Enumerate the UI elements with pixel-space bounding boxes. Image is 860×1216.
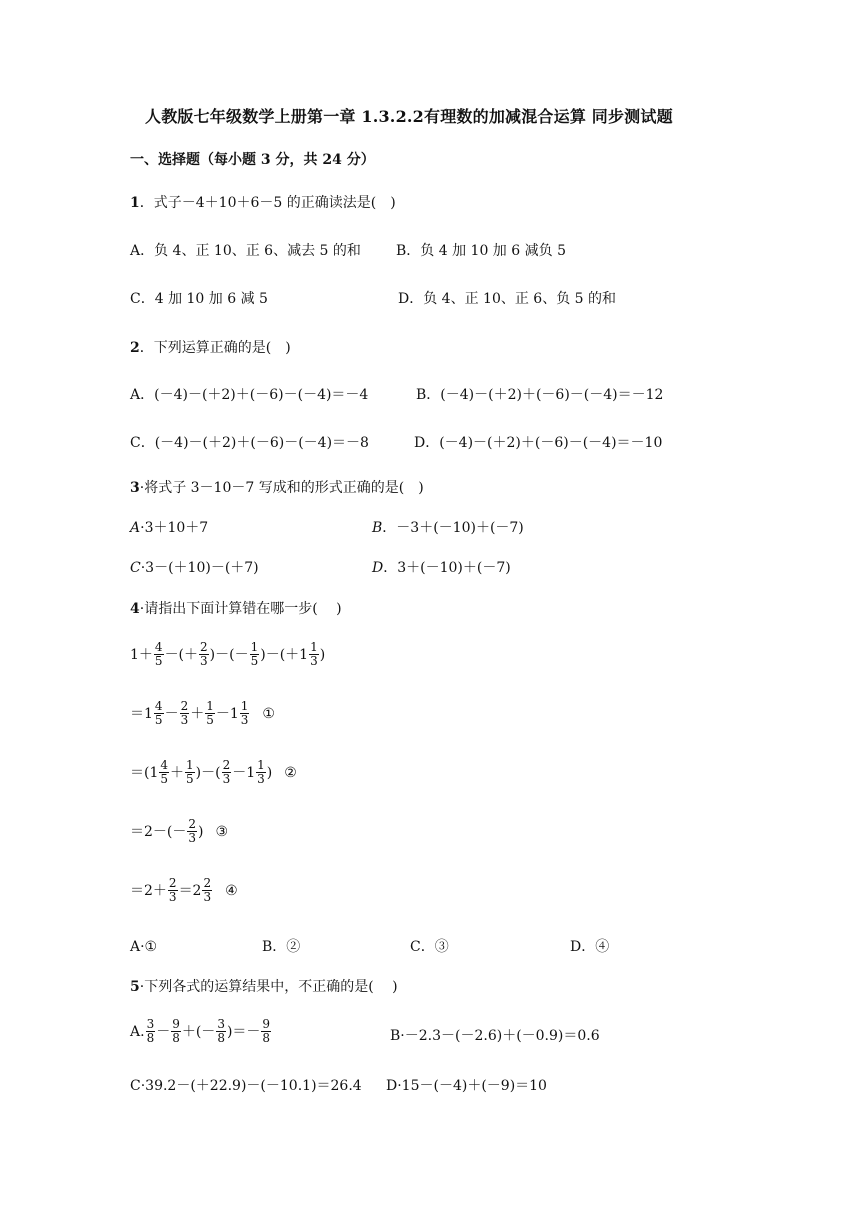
q4-expression-line-2: [130, 759, 297, 786]
q1-option-b: B．负 4 加 10 加 6 减负 5: [396, 243, 566, 259]
math-text: ＋: [190, 705, 205, 722]
q5-option-c: C·39.2－(＋22.9)－(－10.1)＝26.4: [130, 1078, 362, 1094]
math-text: ): [198, 823, 204, 840]
q5-option-d: D·15－(－4)＋(－9)＝10: [386, 1078, 547, 1094]
step-marker: ③: [215, 823, 229, 840]
math-text: )－(: [195, 764, 221, 781]
question-1-stem: [130, 194, 396, 212]
question-text: ·请指出下面计算错在哪一步( ): [139, 601, 342, 617]
math-text: ＋(－: [181, 1023, 216, 1040]
q4-option-b: B．②: [262, 939, 301, 955]
math-text: ＝(1: [130, 764, 159, 781]
question-text: ·下列各式的运算结果中，不正确的是( ): [139, 979, 398, 995]
q2-option-d: D．(－4)－(＋2)＋(－6)－(－4)＝－10: [414, 435, 663, 451]
q5-option-b: B·－2.3－(－2.6)＋(－0.9)＝0.6: [390, 1028, 600, 1044]
q2-option-c: C．(－4)－(＋2)＋(－6)－(－4)＝－8: [130, 435, 369, 451]
fraction: $\frac{2}{3}$: [203, 876, 212, 904]
q4-option-d: D．④: [570, 939, 610, 955]
fraction: $\frac{2}{3}$: [200, 640, 208, 668]
question-5-stem: [130, 978, 398, 996]
fraction: $\frac{2}{3}$: [180, 699, 189, 727]
math-text: ＝2＋: [130, 882, 167, 899]
fraction: $\frac{3}{8}$: [217, 1017, 225, 1045]
math-text: －: [164, 705, 179, 722]
math-text: ＋: [170, 764, 185, 781]
question-text: ．式子－4＋10＋6－5 的正确读法是( ): [139, 195, 396, 211]
question-number: 1: [130, 195, 140, 211]
math-text: ＝1: [130, 705, 153, 722]
q3-option-a: [130, 519, 208, 537]
q4-expression-line-4: [130, 877, 238, 904]
fraction: $\frac{2}{3}$: [188, 817, 197, 845]
page-title: 人教版七年级数学上册第一章 1.3.2.2有理数的加减混合运算 同步测试题: [145, 107, 673, 126]
q4-expression-line-0: [130, 641, 325, 668]
option-text: ．3＋(－10)＋(－7): [383, 560, 511, 576]
fraction: $\frac{3}{8}$: [146, 1017, 155, 1045]
q1-option-d: D．负 4、正 10、正 6、负 5 的和: [398, 291, 617, 307]
q1-option-c: C．4 加 10 加 6 减 5: [130, 291, 268, 307]
math-text: －1: [215, 705, 239, 722]
fraction: $\frac{4}{5}$: [154, 699, 163, 727]
section-heading: 一、选择题（每小题 3 分，共 24 分）: [130, 152, 375, 168]
question-number: 4: [130, 601, 140, 617]
option-text: ．－3＋(－10)＋(－7): [382, 520, 524, 536]
option-letter: D: [372, 560, 384, 576]
option-letter: B: [372, 520, 383, 536]
step-marker: ②: [284, 764, 297, 781]
q2-option-a: A．(－4)－(＋2)＋(－6)－(－4)＝－4: [130, 387, 369, 403]
fraction: $\frac{2}{3}$: [168, 876, 177, 904]
question-3-stem: [130, 479, 424, 497]
question-2-stem: [130, 339, 291, 357]
fraction: $\frac{9}{8}$: [262, 1017, 271, 1045]
math-text: ): [319, 646, 326, 663]
option-text: ·3－(＋10)－(＋7): [140, 560, 259, 576]
question-number: 2: [130, 340, 140, 356]
math-text: －(＋: [164, 646, 199, 663]
question-number: 3: [130, 480, 140, 496]
step-marker: ④: [225, 882, 238, 899]
question-text: ·将式子 3－10－7 写成和的形式正确的是( ): [139, 480, 424, 496]
option-letter: C: [130, 560, 141, 576]
fraction: $\frac{1}{3}$: [257, 758, 265, 786]
fraction: $\frac{1}{5}$: [206, 699, 214, 727]
q2-option-b: B．(－4)－(＋2)＋(－6)－(－4)＝－12: [416, 387, 664, 403]
fraction: $\frac{4}{5}$: [154, 640, 163, 668]
q3-option-b: [372, 519, 524, 537]
fraction: $\frac{1}{3}$: [240, 699, 249, 727]
option-letter: A: [130, 520, 141, 536]
fraction: $\frac{9}{8}$: [172, 1017, 180, 1045]
question-text: ．下列运算正确的是( ): [139, 340, 291, 356]
q1-option-a: A．负 4、正 10、正 6、减去 5 的和: [130, 243, 361, 259]
fraction: $\frac{1}{5}$: [186, 758, 194, 786]
q3-option-d: [372, 559, 511, 577]
fraction: $\frac{1}{5}$: [250, 640, 259, 668]
fraction: $\frac{4}{5}$: [160, 758, 169, 786]
question-number: 5: [130, 979, 140, 995]
math-text: A.: [130, 1023, 145, 1040]
fraction: $\frac{2}{3}$: [222, 758, 231, 786]
question-4-stem: [130, 600, 342, 618]
math-text: )－(＋1: [260, 646, 309, 663]
math-text: －1: [232, 764, 256, 781]
q4-expression-line-1: [130, 700, 275, 727]
math-text: 1＋: [130, 646, 153, 663]
q4-option-a: A·①: [130, 939, 158, 955]
q3-option-c: [130, 559, 259, 577]
math-text: )－(－: [209, 646, 249, 663]
math-text: )＝－: [226, 1023, 261, 1040]
math-text: －: [156, 1023, 171, 1040]
q4-option-c: C．③: [410, 939, 449, 955]
math-text: ＝2: [178, 882, 202, 899]
option-text: ·3＋10＋7: [140, 520, 209, 536]
math-text: ): [266, 764, 273, 781]
math-text: ＝2－(－: [130, 823, 187, 840]
q4-expression-line-3: [130, 818, 228, 845]
step-marker: ①: [262, 705, 275, 722]
q5-option-a: [130, 1018, 272, 1045]
fraction: $\frac{1}{3}$: [310, 640, 318, 668]
